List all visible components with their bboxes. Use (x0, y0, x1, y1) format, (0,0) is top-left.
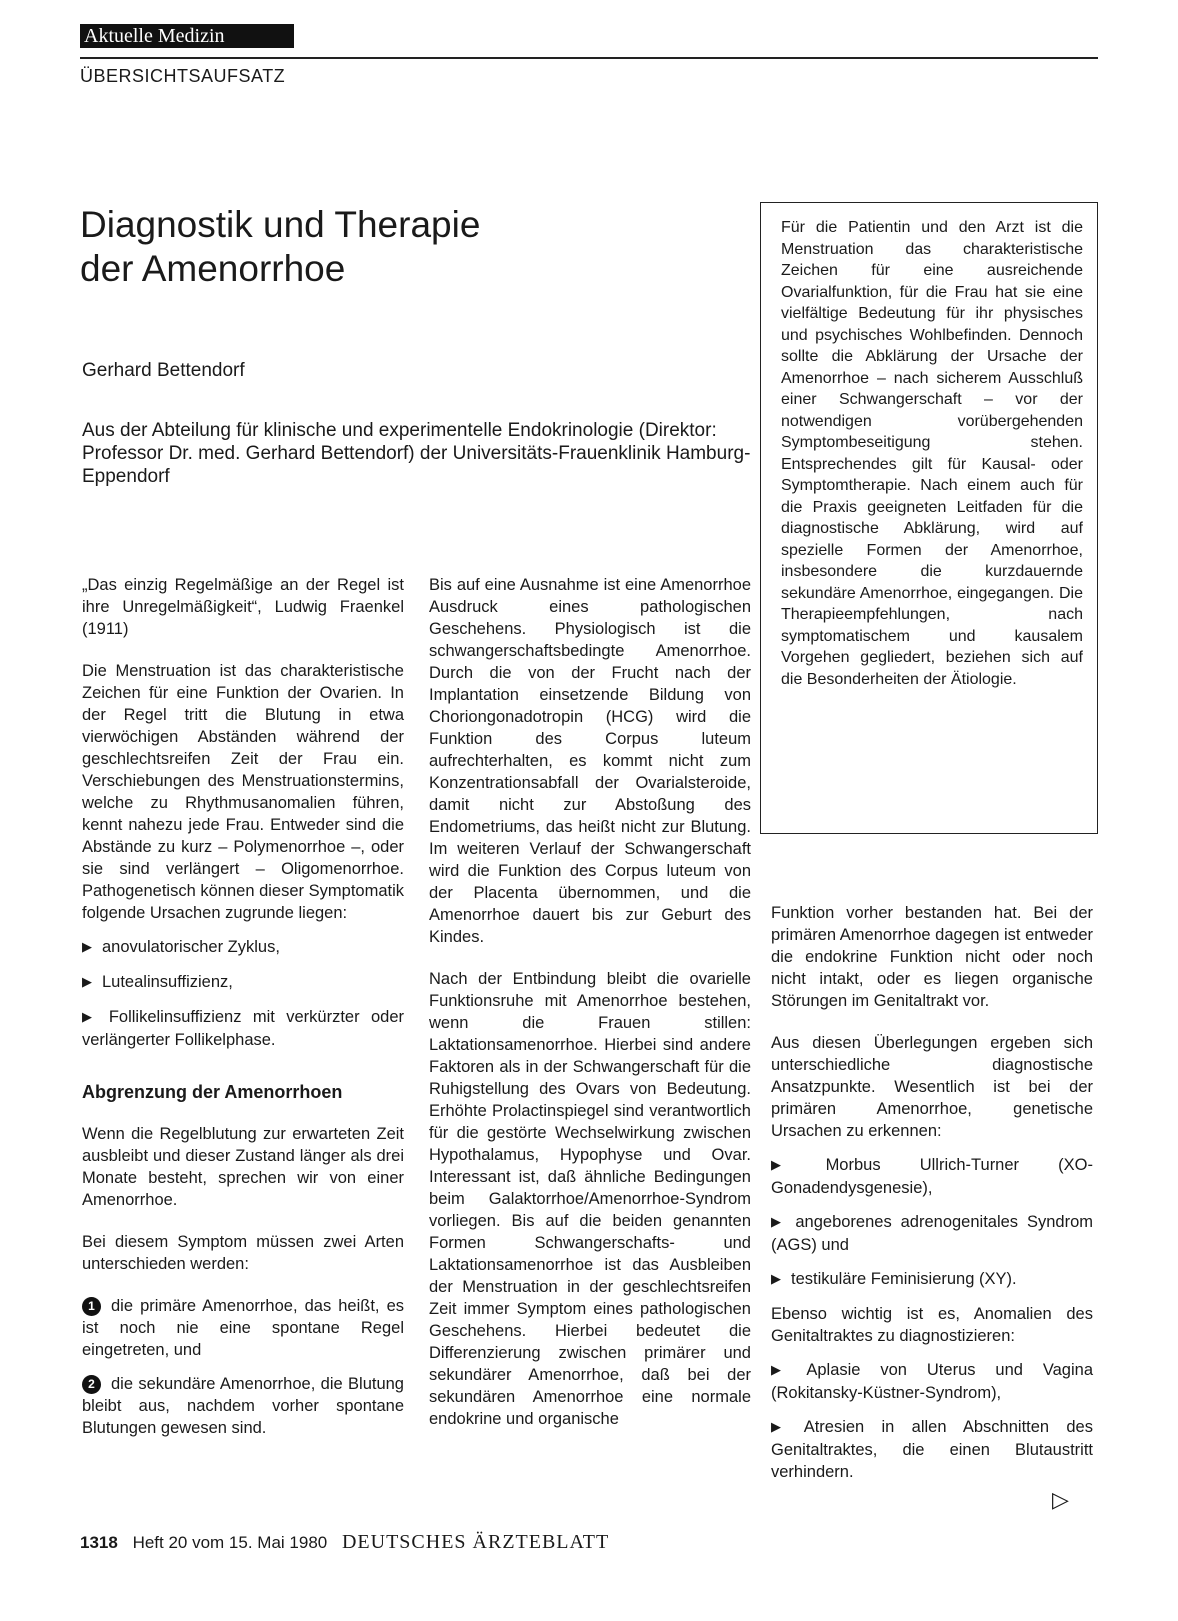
bullet-text: angeborenes adrenogenitales Syndrom (AGS) und (771, 1213, 1094, 1254)
numbered-item (82, 1295, 404, 1361)
body-paragraph: Die Menstruation ist das charakteristische Zeichen für eine Funktion der Ovarien. In der Regel tritt die Blutung in etwa vierwöchigen Abständen während der geschlechtsreifen Zeit der Frau ein. Verschiebungen des Menstruationstermins, welche zu Rhythmusanomalien führen, kennt nahezu jede Frau. Entweder sind die Abstände zu kurz – Polymenorrhoe –, oder sie sind verlängert – Oligomenorrhoe. Pathogenetisch können dieser Symptomatik folgende Ursachen zugrunde liegen: (82, 662, 404, 922)
issue-info: Heft 20 vom 15. Mai 1980 (132, 1533, 328, 1552)
body-paragraph: Ebenso wichtig ist es, Anomalien des Genitaltraktes zu diagnostizieren: (771, 1305, 1093, 1345)
summary-text: Für die Patientin und den Arzt ist die Menstruation das charakteristische Zeichen für eine ausreichende Ovarialfunktion, für die Frau hat sie eine vielfältige Bedeutung für ihr physisches und psychisches Wohlbefinden. Dennoch sollte die Abklärung der Ursache der Amenorrhoe – nach sicherem Ausschluß einer Schwangerschaft – vor der notwendigen vorübergehenden Symptombeseitigung stehen. Entsprechendes gilt für Kausal- oder Symptomtherapie. Nach einem auch für die Praxis geeigneten Leitfaden für die diagnostische Abklärung, wird auf spezielle Formen der Amenorrhoe, insbesondere die kurzdauernde sekundäre Amenorrhoe, eingegangen. Die Therapieempfehlungen, nach symptomatischem und kausalem Vorgehen gegliedert, beziehen sich auf die Besonderheiten der Ätiologie. (781, 219, 1083, 688)
body-paragraph: Funktion vorher bestanden hat. Bei der primären Amenorrhoe dagegen ist entweder die endokrine Funktion nicht oder noch nicht intakt, oder es liegen organische Störungen im Genitaltrakt vor. (771, 904, 1093, 1010)
body-paragraph: Nach der Entbindung bleibt die ovarielle Funktionsruhe mit Amenorrhoe bestehen, wenn die Frauen stillen: Laktationsamenorrhoe. Hierbei sind andere Faktoren als in der Schwangerschaft für die Ruhigstellung des Ovars von Bedeutung. Erhöhte Prolactinspiegel sind verantwortlich für die gestörte Wechselwirkung zwischen Hypothalamus, Hypophyse und Ovar. Interessant ist, daß ähnliche Bedingungen beim Galaktorrhoe/Amenorrhoe-Syndrom vorliegen. Bis auf die beiden genannten Formen Schwangerschafts- und Laktationsamenorrhoe ist das Ausbleiben der Menstruation in der geschlechtsreifen Zeit immer Symptom eines pathologischen Geschehens. Hierbei bedeutet die Differenzierung zwischen primärer und sekundärer Amenorrhoe, daß bei der sekundären Amenorrhoe eine normale endokrine und organische (429, 970, 751, 1428)
number-badge: 2 (82, 1375, 101, 1394)
article-title (80, 203, 700, 291)
bullet-item (771, 1359, 1093, 1404)
bullet-item (82, 936, 404, 959)
numbered-text: die sekundäre Amenorrhoe, die Blutung bleibt aus, nachdem vorher spontane Blutungen gewesen sind. (82, 1375, 404, 1437)
continue-arrow-icon: ▷ (1052, 1487, 1069, 1512)
page-number: 1318 (80, 1533, 118, 1552)
title-line-2: der Amenorrhoe (80, 248, 346, 289)
bullet-item (771, 1154, 1093, 1199)
bullet-item (771, 1211, 1093, 1256)
bullet-item (771, 1416, 1093, 1483)
section-subheading: Abgrenzung der Amenorrhoen (82, 1082, 343, 1102)
body-paragraph: Aus diesen Überlegungen ergeben sich unterschiedliche diagnostische Ansatzpunkte. Wesentlich ist bei der primären Amenorrhoe, genetische Ursachen zu erkennen: (771, 1034, 1093, 1140)
journal-name: DEUTSCHES ÄRZTEBLATT (341, 1531, 610, 1553)
header-rule (80, 57, 1098, 59)
numbered-text: die primäre Amenorrhoe, das heißt, es ist noch nie eine spontane Regel eingetreten, und (82, 1297, 404, 1359)
bullet-text: Aplasie von Uterus und Vagina (Rokitansky-Küstner-Syndrom), (771, 1361, 1094, 1402)
section-tag: Aktuelle Medizin (80, 24, 294, 48)
bullet-text: Lutealinsuffizienz, (102, 973, 233, 991)
bullet-text: Atresien in allen Abschnitten des Genitaltraktes, die einen Blutaustritt verhindern. (771, 1418, 1093, 1481)
bullet-text: testikuläre Feminisierung (XY). (791, 1270, 1017, 1288)
body-paragraph: Bei diesem Symptom müssen zwei Arten unterschieden werden: (82, 1233, 404, 1273)
text-column-3 (771, 902, 1093, 1495)
author-affiliation: Aus der Abteilung für klinische und experimentelle Endokrinologie (Direktor: Professor Dr. med. Gerhard Bettendorf) der Universitäts-Frauenklinik Hamburg-Eppendorf (82, 420, 751, 487)
bullet-text: Morbus Ullrich-Turner (XO-Gonadendysgenesie), (771, 1156, 1093, 1197)
numbered-item (82, 1373, 404, 1439)
bullet-text: anovulatorischer Zyklus, (102, 938, 280, 956)
author-name: Gerhard Bettendorf (82, 360, 245, 381)
bullet-item (82, 1006, 404, 1051)
body-paragraph: Bis auf eine Ausnahme ist eine Amenorrhoe Ausdruck eines pathologischen Geschehens. Physiologisch ist die schwangerschaftsbedingte Amenorrhoe. Durch die von der Frucht nach der Implantation einsetzende Bildung von Choriongonadotropin (HCG) wird die Funktion des Corpus luteum aufrechterhalten, es kommt nicht zum Konzentrationsabfall der Ovarialsteroide, damit nicht zur Abstoßung des Endometriums, das heißt nicht zur Blutung. Im weiteren Verlauf der Schwangerschaft wird die Funktion des Corpus luteum von der Placenta übernommen, und die Amenorrhoe dauert bis zur Geburt des Kindes. (429, 576, 751, 946)
text-column-1 (82, 574, 404, 1459)
title-line-1: Diagnostik und Therapie (80, 204, 481, 245)
article-type: ÜBERSICHTSAUFSATZ (80, 66, 286, 86)
text-column-2 (429, 574, 751, 1450)
page-footer (80, 1531, 609, 1554)
bullet-item (82, 971, 404, 994)
epigraph-quote: „Das einzig Regelmäßige an der Regel ist ihre Unregelmäßigkeit“, Ludwig Fraenkel (1911) (82, 576, 404, 638)
bullet-text: Follikelinsuffizienz mit verkürzter oder verlängerter Follikelphase. (82, 1008, 405, 1049)
number-badge: 1 (82, 1297, 101, 1316)
bullet-item (771, 1268, 1093, 1291)
body-paragraph: Wenn die Regelblutung zur erwarteten Zeit ausbleibt und dieser Zustand länger als drei Monate besteht, sprechen wir von einer Amenorrhoe. (82, 1125, 404, 1209)
summary-box (760, 202, 1098, 834)
